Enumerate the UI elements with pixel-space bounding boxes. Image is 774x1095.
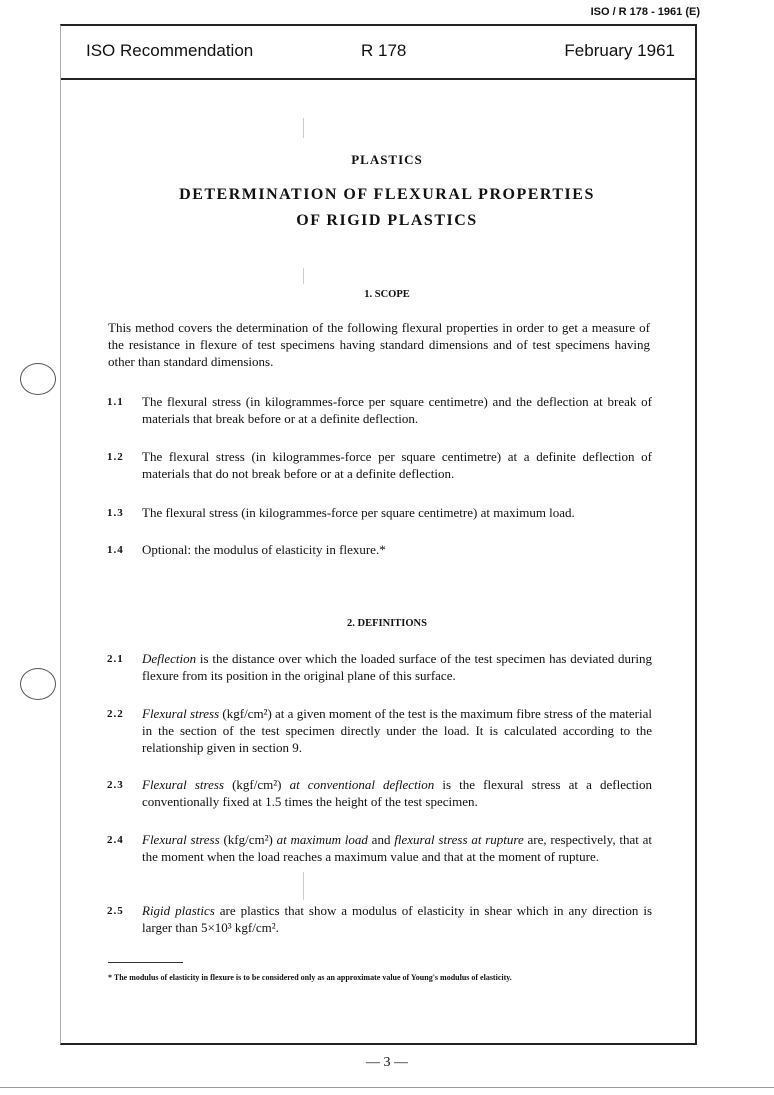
definition-body: is the distance over which the loaded surface of the test specimen has deviated during flexure from its position in the original plane of this surface. [142,651,652,683]
item-number: 1.3 [107,507,124,519]
scan-bottom-edge [0,1087,774,1088]
definition-term: at conventional deflection [289,777,435,792]
scope-heading: 1. SCOPE [364,289,410,300]
item-number: 1.2 [107,451,124,463]
definition-term: Deflection [142,651,197,666]
definition-body: (kgf/cm²) at a given moment of the test is the maximum fibre stress of the material in the section of the test specimen directly under the load. It is calculated according to the relationship given in section 9. [142,706,652,755]
header-number: R 178 [361,41,407,60]
item-number: 1.4 [107,544,124,556]
item-text: Optional: the modulus of elasticity in flexure.* [142,542,386,557]
scope-intro: This method covers the determination of the following flexural properties in order to get a measure of the resistance in flexure of test specimens having standard dimensions and of test specimens having other than standard dimensions. [108,320,650,369]
item-text: The flexural stress (in kilogrammes-force per square centimetre) and the deflection at break of materials that break before or at a definite deflection. [142,394,652,426]
definition-term: flexural stress at rupture [394,832,524,847]
definition-item [107,902,652,936]
item-number: 2.5 [107,905,124,917]
definition-item [107,776,652,810]
definition-body: are, respectively, that at the moment when the load reaches a maximum value and that at the moment of rupture. [142,832,652,864]
punch-hole-icon [20,668,56,700]
item-number: 1.1 [107,396,124,408]
item-text: The flexural stress (in kilogrammes-force per square centimetre) at a definite deflection of materials that do not break before or at a definite deflection. [142,449,652,481]
fold-mark [303,268,304,284]
scope-item [107,393,652,427]
definition-term: Flexural stress [142,706,220,721]
definition-connector: and [367,832,395,847]
item-text [142,831,652,865]
punch-hole-icon [20,363,56,395]
fold-mark [303,118,304,138]
item-text [142,650,652,684]
header-recommendation: ISO Recommendation [86,41,254,60]
scope-item [107,504,652,521]
footnote-divider [108,962,183,963]
definition-unit: (kgf/cm²) [224,777,290,792]
definition-term: at maximum load [276,832,368,847]
item-number: 2.3 [107,779,124,791]
item-number: 2.4 [107,834,124,846]
title-line-1: DETERMINATION OF FLEXURAL PROPERTIES [179,186,595,203]
item-text [142,705,652,756]
definition-term: Rigid plastics [142,903,215,918]
definition-item [107,650,652,684]
page-frame [60,24,697,1045]
definition-item [107,831,652,865]
subject-heading: PLASTICS [351,152,423,167]
page-number: — 3 — [366,1055,408,1070]
fold-mark [303,872,304,900]
item-text [142,902,652,936]
definition-unit: (kfg/cm²) [219,832,277,847]
definition-body: is the flexural stress at a deflection conventionally fixed at 1.5 times the height of the test specimen. [142,777,652,809]
definition-item [107,705,652,756]
item-text [142,776,652,810]
footnote: * The modulus of elasticity in flexure is to be considered only as an approximate value of Young's modulus of elasticity. [108,973,512,982]
scope-item [107,541,652,558]
item-number: 2.1 [107,653,124,665]
scope-item [107,448,652,482]
definitions-heading: 2. DEFINITIONS [347,618,427,629]
item-number: 2.2 [107,708,124,720]
definition-term: Flexural stress [142,832,220,847]
item-text: The flexural stress (in kilogrammes-force per square centimetre) at maximum load. [142,505,575,520]
header-date: February 1961 [564,41,675,60]
title-line-2: OF RIGID PLASTICS [296,212,478,229]
document-code: ISO / R 178 - 1961 (E) [590,6,700,18]
definition-body: are plastics that show a modulus of elasticity in shear which in any direction is larger than 5×10³ kgf/cm². [142,903,652,935]
header-bar [61,26,695,80]
definition-term: Flexural stress [142,777,224,792]
